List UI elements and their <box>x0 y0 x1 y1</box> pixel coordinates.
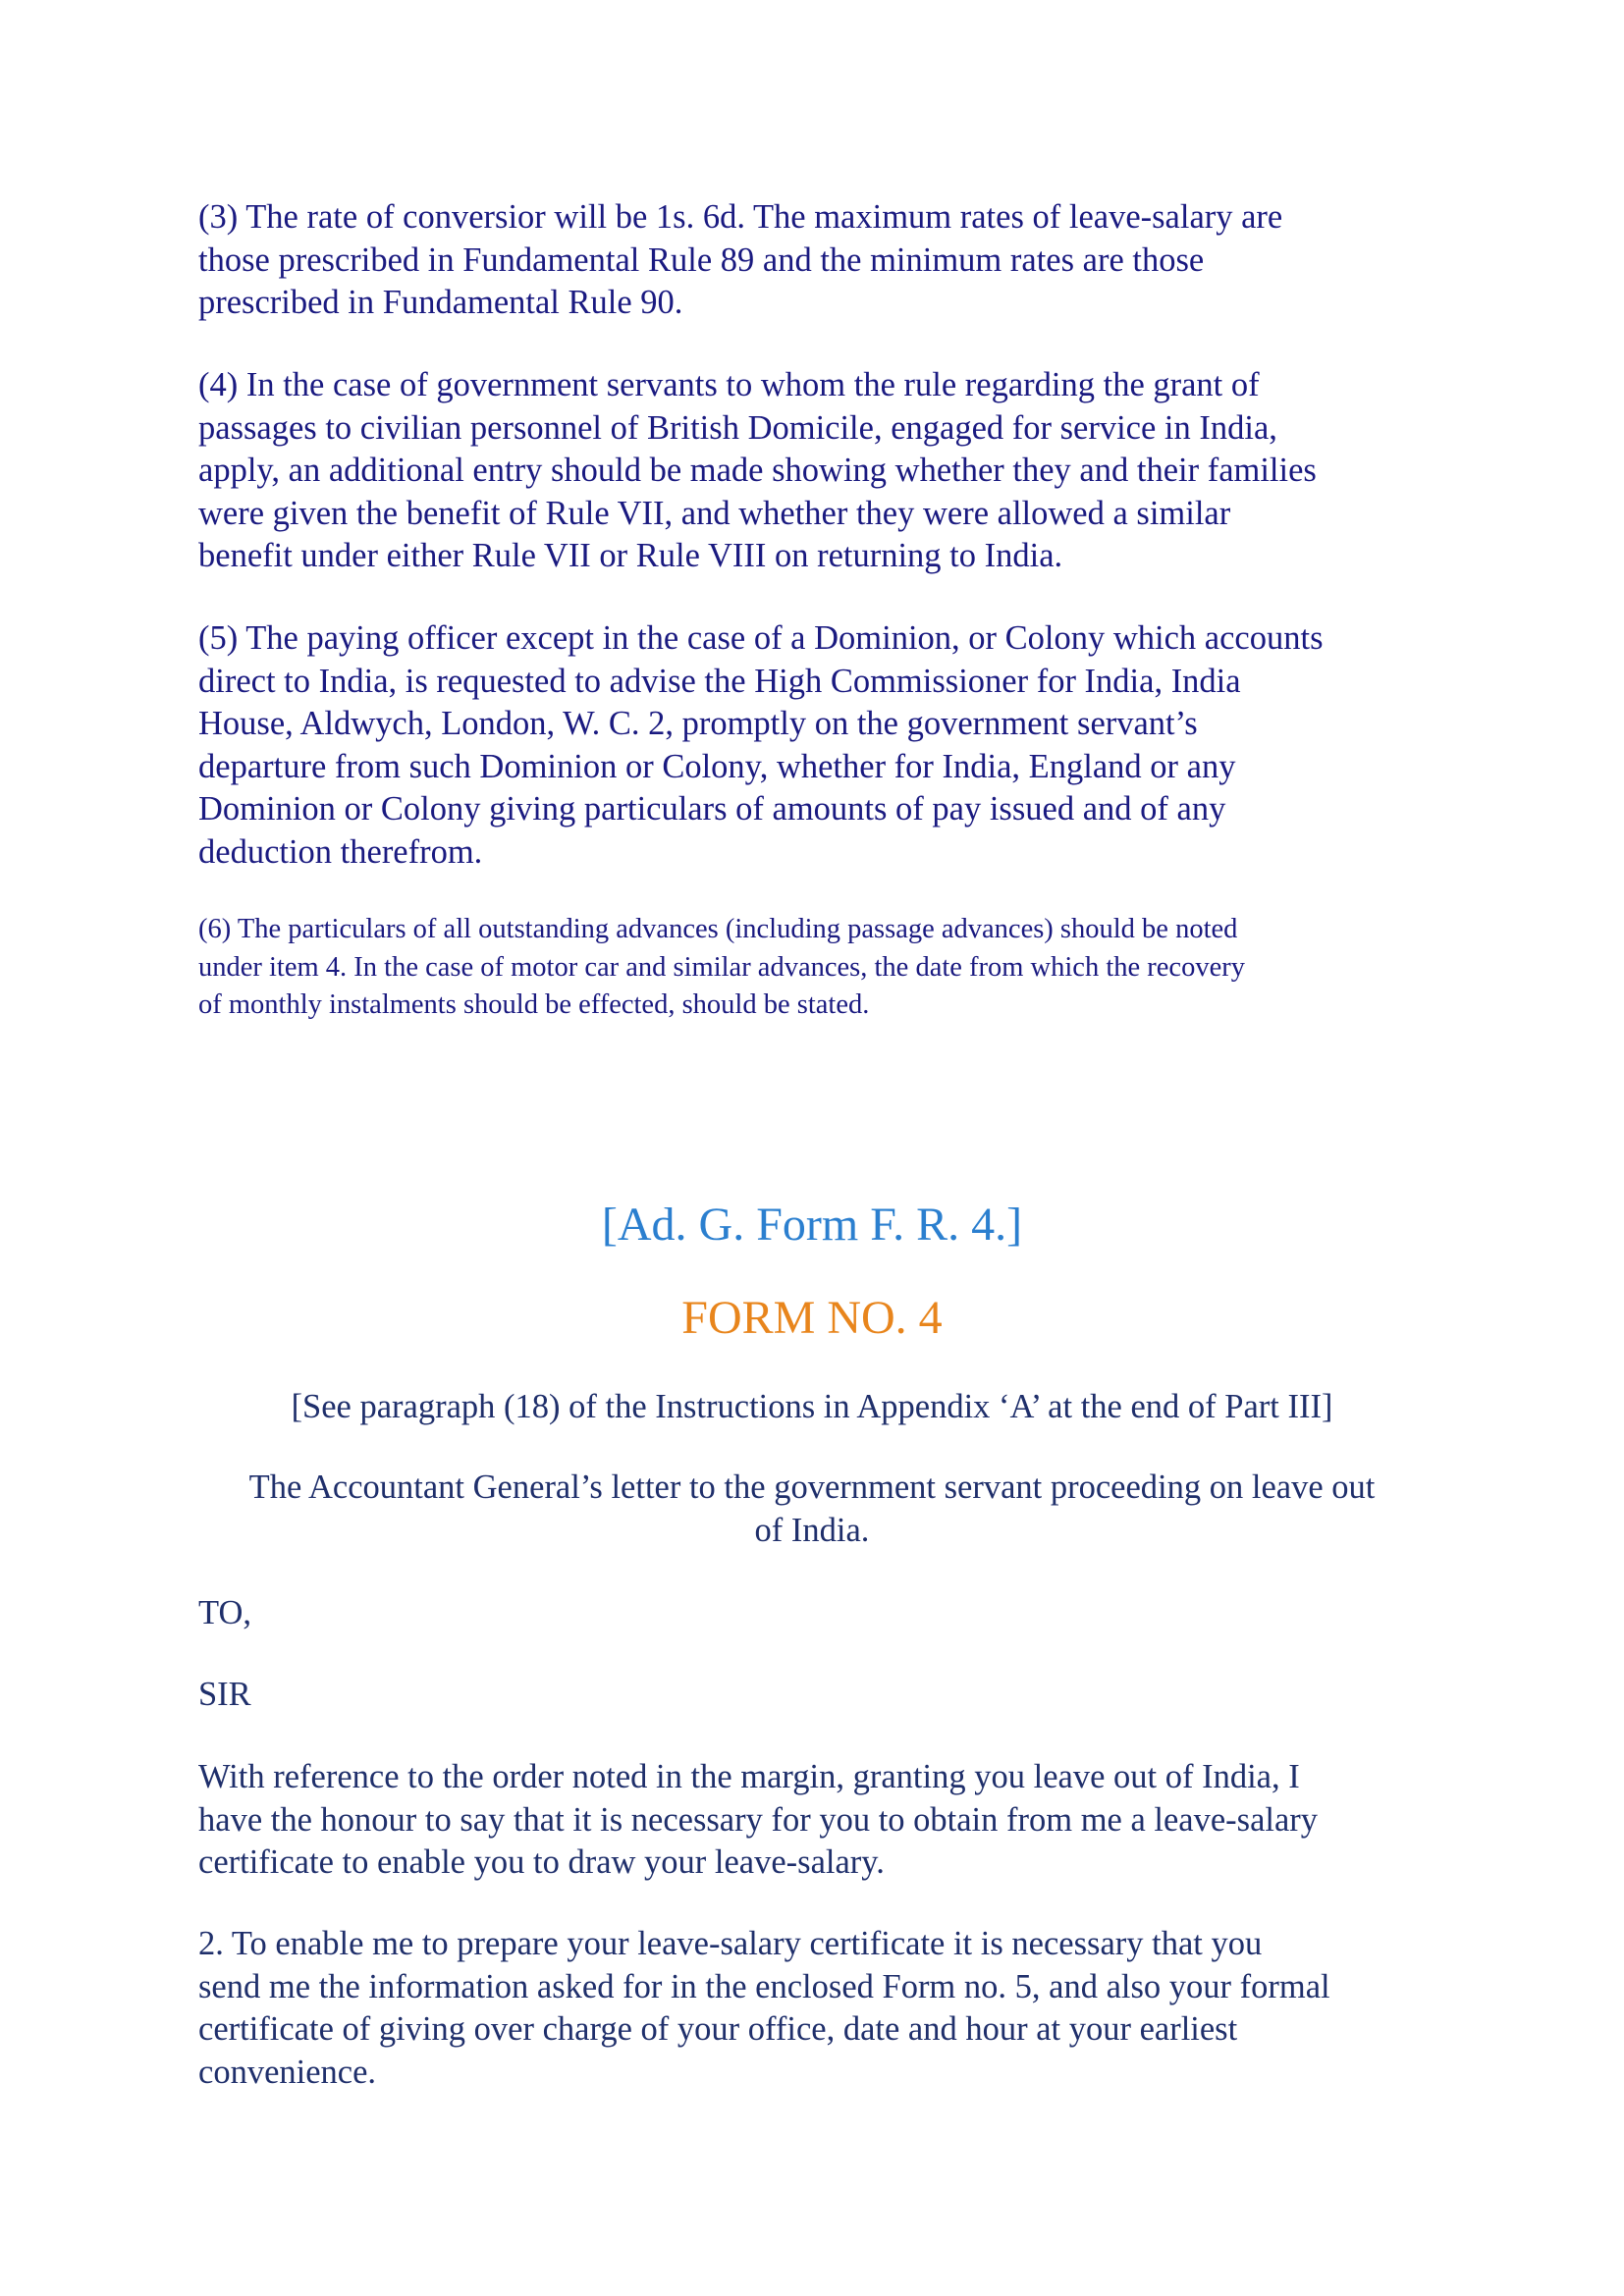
note-6-line: (6) The particulars of all outstanding advances (including passage advances) should be noted <box>198 914 1238 944</box>
note-5-line: departure from such Dominion or Colony, whether for India, England or any <box>198 747 1236 785</box>
note-5-line: direct to India, is requested to advise the High Commissioner for India, India <box>198 662 1241 700</box>
note-6-line: under item 4. In the case of motor car and similar advances, the date from which the recovery <box>198 951 1245 983</box>
letter-paragraph-2-line: 2. To enable me to prepare your leave-salary certificate it is necessary that you <box>198 1925 1263 1962</box>
note-4-line: were given the benefit of Rule VII, and whether they were allowed a similar <box>198 494 1231 532</box>
note-4-line: passages to civilian personnel of British Domicile, engaged for service in India, <box>198 408 1277 447</box>
letter-paragraph-2 <box>198 1923 1445 2094</box>
note-6-line: of monthly instalments should be effected, should be stated. <box>198 989 870 1020</box>
letter-paragraph-2-line: send me the information asked for in the enclosed Form no. 5, and also your formal <box>198 1967 1330 2005</box>
letter-salutation: SIR <box>198 1676 251 1713</box>
note-3-line: those prescribed in Fundamental Rule 89 and the minimum rates are those <box>198 240 1205 279</box>
note-5-line: House, Aldwych, London, W. C. 2, promptly on the government servant’s <box>198 705 1198 742</box>
note-3-line: prescribed in Fundamental Rule 90. <box>198 284 683 321</box>
letter-paragraph-2-line: certificate of giving over charge of your office, date and hour at your earliest <box>198 2010 1238 2048</box>
note-5-line: deduction therefrom. <box>198 832 483 871</box>
form-subject-line: The Accountant General’s letter to the government servant proceeding on leave out <box>248 1468 1376 1506</box>
note-4-line: apply, an additional entry should be made showing whether they and their families <box>198 452 1317 489</box>
note-4-line: benefit under either Rule VII or Rule VIII on returning to India. <box>198 537 1063 574</box>
form-subject <box>147 1467 1477 1552</box>
note-6 <box>198 911 1445 1025</box>
note-5 <box>198 617 1445 874</box>
letter-paragraph-1-line: With reference to the order noted in the margin, granting you leave out of India, I <box>198 1758 1300 1795</box>
letter-paragraph-1 <box>198 1756 1445 1885</box>
form-number-title: FORM NO. 4 <box>681 1292 943 1344</box>
letter-paragraph-1-line: have the honour to say that it is necessary for you to obtain from me a leave-salary <box>198 1800 1319 1839</box>
letter-paragraph-1-line: certificate to enable you to draw your leave-salary. <box>198 1843 885 1881</box>
note-3 <box>198 196 1445 325</box>
letter-paragraph-2-line: convenience. <box>198 2053 377 2091</box>
note-5-line: (5) The paying officer except in the case of a Dominion, or Colony which accounts <box>198 619 1324 657</box>
form-subject-line: of India. <box>754 1511 870 1549</box>
ad-form-title: [Ad. G. Form F. R. 4.] <box>601 1199 1023 1251</box>
note-5-line: Dominion or Colony giving particulars of amounts of pay issued and of any <box>198 790 1226 828</box>
note-4-line: (4) In the case of government servants to whom the rule regarding the grant of <box>198 366 1260 403</box>
note-3-line: (3) The rate of conversior will be 1s. 6d. The maximum rates of leave-salary are <box>198 198 1283 236</box>
note-4 <box>198 364 1445 578</box>
form-reference: [See paragraph (18) of the Instructions in Appendix ‘A’ at the end of Part III] <box>291 1388 1333 1425</box>
letter-addressee: TO, <box>198 1594 251 1631</box>
